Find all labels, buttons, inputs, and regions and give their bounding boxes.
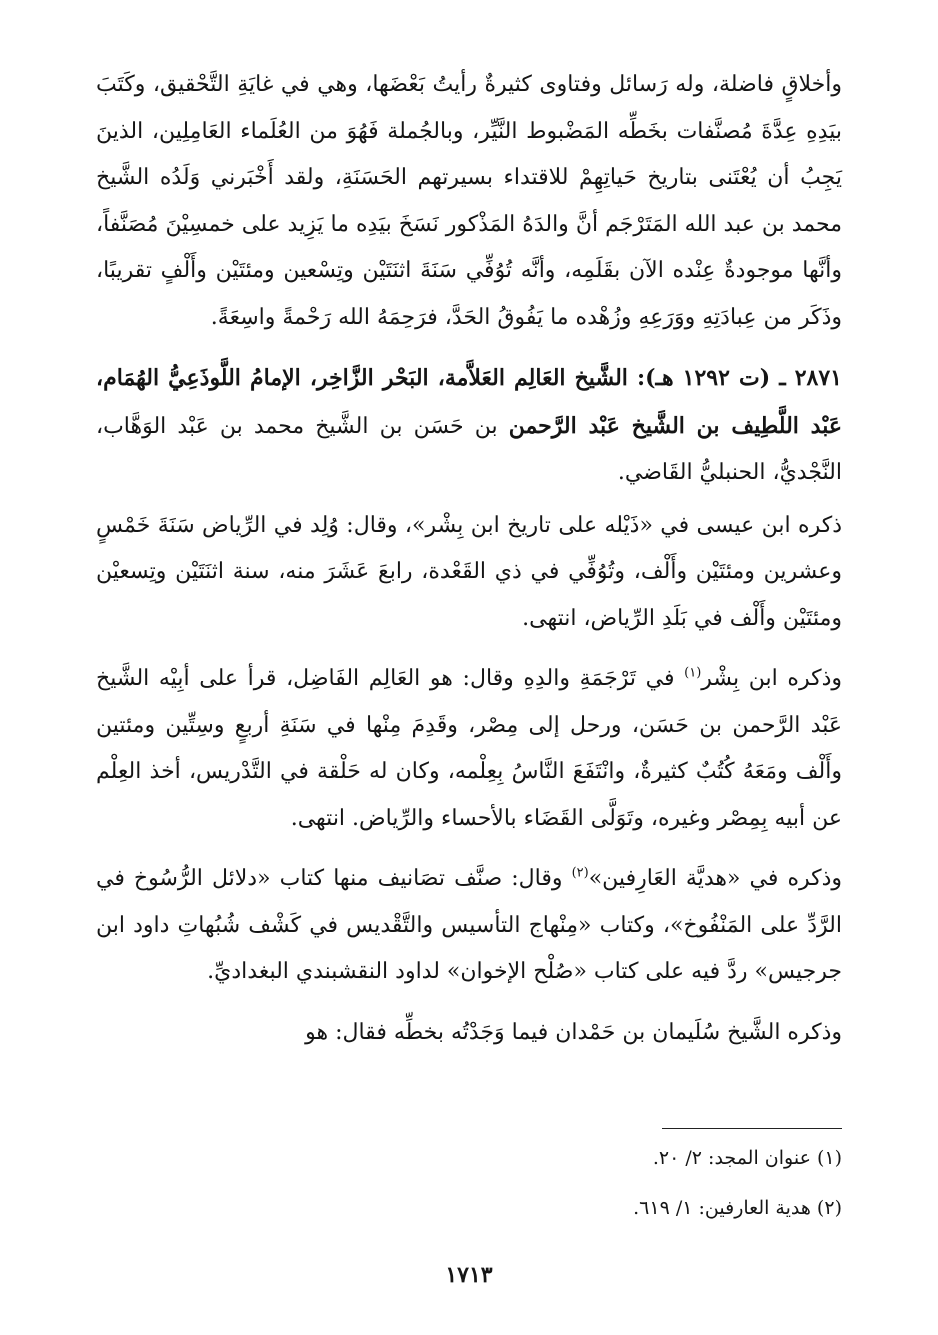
footnote-1: (١) عنوان المجد: ٢/ ٢٠. [652, 1147, 842, 1169]
main-text [96, 62, 842, 1056]
entry-title: الشَّيخ العَالِم العَلاَّمة، البَحْر الزَّاخِر، الإمامُ اللَّوذَعِيُّ الهُمَام، عَبْد اللَّطِيف بن الشَّيخ عَبْد الرَّحمن [96, 365, 842, 439]
footnotes [96, 1144, 842, 1244]
footnote-2: (٢) هدية العارفين: ١/ ٦١٩. [633, 1197, 842, 1219]
paragraph-3: ذكره ابن عيسى في «ذَيْله على تاريخ ابن بِشْر»، وقال: وُلِد في الرِّياض سَنَةَ خَمْسٍ وعشرين ومئتَيْن وأَلْف، وتُوُفِّي في ذي القَعْدة، رابعَ عَشَرَ منه، سنة اثنَتَيْن وتِسعيْن ومئتَيْن وأَلْف في بَلَدِ الرِّياض، انتهى. [96, 512, 842, 631]
entry-heading-paragraph [96, 355, 842, 497]
paragraph-4-lead: وذكره ابن بِشْر [701, 666, 842, 691]
paragraph-1: وأخلاقٍ فاضلة، وله رَسائل وفتاوى كثيرةٌ رأيتُ بَعْضَها، وهي في غايَةِ التَّحْقيق، وكَتَبَ بيَدِهِ عِدَّةَ مُصنَّفات بخَطِّه المَضْبوط النَّيِّر، وبالجُملة فَهُوَ من العُلَماء العَامِلِين، الذينَ يَجِبُ أن يُعْتَنى بتاريخ حَياتِهِمْ للاقتداء بسيرتهم الحَسَنَةِ، ولقد أَخْبَرني وَلَدُه الشَّيخ محمد بن عبد الله المَتَرْجَم أنَّ والدَهُ المَذْكور نَسَخَ بيَدِه ما يَزِيد على خمسِيْنَ مُصَنَّفاً، وأنَّها موجودةٌ عِنْده الآن بقَلَمِه، وأنَّه تُوُفِّي سَنَةَ اثنَتَيْن وتِسْعين ومئتَيْن وأَلْفٍ تقريبًا، وذَكَر من عِبادَتِهِ ووَرَعِهِ وزُهْده ما يَفُوقُ الحَدَّ، فرَحِمَهُ الله رَحْمةً واسِعَةً. [96, 72, 842, 330]
footnote-ref-2[interactable]: (٢) [571, 865, 589, 881]
footnote-divider [662, 1128, 842, 1129]
paragraph-4-body: في تَرْجَمَةِ والدِهِ وقال: هو العَالِم الفَاضِل، قرأ على أبِيْه الشَّيخ عَبْد الرَّحمن بن حَسَن، ورحل إلى مِصْر، وقَدِمَ مِنْها في سَنَةِ أربعٍ وسِتِّين ومئتين وأَلْف ومَعَهُ كُتُبٌ كثيرةٌ، وانْتَفَعَ النَّاسُ بِعِلْمه، وكان له حَلْقة في التَّدْريس، أخذ العِلْم عن أبيه بِمِصْر وغيره، وتَوَلَّى القَضَاء بالأحساء والرِّياض. انتهى. [96, 666, 842, 831]
entry-number: ٢٨٧١ ـ (ت ١٢٩٢ هـ): [627, 365, 842, 391]
paragraph-5-lead: وذكره في «هديَّة العَارِفين» [588, 866, 843, 891]
entry-title-rest: بن حَسَن بن الشَّيخ محمد بن عَبْد الوَهَّاب، النَّجْديُّ، الحنبليُّ القَاضي. [96, 413, 842, 485]
paragraph-5-body: وقال: صنَّف تصَانيف منها كتاب «دلائل الرُّسُوخ في الرَّدِّ على المَنْفُوخ»، وكتاب «مِنْهاج التأسيس والتَّقْديس في كَشْف شُبُهاتِ داود ابن جرجيس» ردَّ فيه على كتاب «صُلْح الإخوان» لداود النقشبندي البغداديِّ. [96, 866, 842, 984]
paragraph-5 [96, 856, 842, 996]
page-number: ١٧١٣ [445, 1262, 493, 1288]
paragraph-6: وذكره الشَّيخ سُلَيمان بن حَمْدان فيما وَجَدْتُه بخطِّه فقال: هو [305, 1019, 842, 1045]
paragraph-4 [96, 656, 842, 842]
footnote-ref-1[interactable]: (١) [684, 665, 702, 681]
